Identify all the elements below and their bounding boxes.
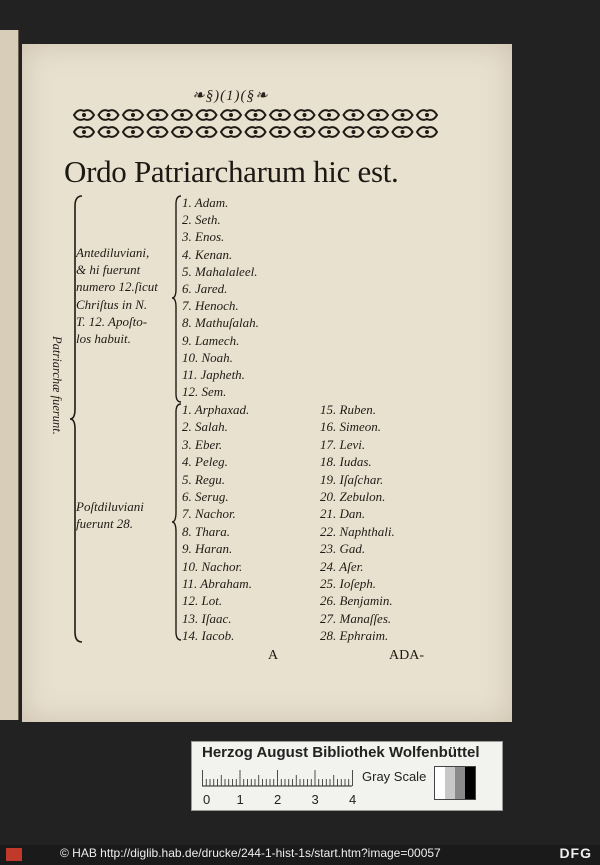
- library-name: Herzog August Bibliothek Wolfenbüttel: [202, 744, 480, 761]
- postdiluviani-item: 8. Thara.: [182, 523, 231, 539]
- ornament-unit: [74, 110, 94, 137]
- antediluviani-item: 2. Seth.: [182, 212, 221, 228]
- ornament-band: [72, 107, 440, 141]
- ornament-unit: [295, 110, 315, 137]
- ornament-unit: [148, 110, 168, 137]
- antediluviani-label-line: los habuit.: [76, 331, 131, 346]
- antediluviani-brace: [172, 194, 182, 404]
- postdiluviani-item: 12. Lot.: [182, 593, 223, 609]
- antediluviani-label-line: numero 12.ſicut: [76, 279, 158, 295]
- postdiluviani-item: 14. Iacob.: [182, 628, 235, 644]
- antediluviani-item: 10. Noah.: [182, 349, 233, 365]
- ornament-unit: [172, 110, 192, 137]
- postdiluviani-item: 11. Abraham.: [182, 576, 252, 591]
- page-header-mark: ❧§)(1)(§❧: [192, 88, 269, 104]
- postdiluviani-item: 4. Peleg.: [182, 454, 228, 470]
- gray-swatch-step: [445, 767, 455, 799]
- ornament-unit: [344, 110, 364, 137]
- postdiluviani-item: 21. Dan.: [320, 506, 366, 522]
- antediluviani-item: 7. Henoch.: [182, 298, 239, 314]
- ornament-unit: [246, 110, 266, 137]
- previous-page-edge: [0, 30, 19, 720]
- footer-url[interactable]: © HAB http://diglib.hab.de/drucke/244-1-hist-1s/start.htm?image=00057: [60, 846, 441, 860]
- postdiluviani-item: 16. Simeon.: [320, 419, 382, 435]
- ornament-unit: [123, 110, 143, 137]
- antediluviani-label-line: & hi fuerunt: [76, 262, 141, 278]
- antediluviani-label-line: Chriſtus in N.: [76, 296, 148, 312]
- postdiluviani-item: 26. Benjamin.: [320, 593, 393, 609]
- postdiluviani-item: 24. Aſer.: [320, 558, 364, 574]
- postdiluviani-item: 27. Manaſſes.: [320, 610, 392, 626]
- gray-swatch-step: [435, 767, 445, 799]
- antediluviani-item: 12. Sem.: [182, 384, 227, 400]
- antediluviani-item: 4. Kenan.: [182, 246, 233, 262]
- postdiluviani-item: 17. Levi.: [320, 436, 366, 452]
- postdiluviani-item: 1. Arphaxad.: [182, 402, 250, 417]
- gray-swatch-step: [465, 767, 475, 799]
- antediluviani-label-line: T. 12. Apoſto-: [76, 313, 148, 329]
- gray-scale-card: [191, 741, 503, 811]
- postdiluviani-label-line: fuerunt 28.: [76, 516, 134, 532]
- signature-mark: A: [268, 648, 279, 663]
- ornament-unit: [319, 110, 339, 137]
- postdiluviani-item: 9. Haran.: [182, 541, 233, 557]
- postdiluviani-item: 5. Regu.: [182, 471, 225, 487]
- footer-bar: [0, 845, 600, 865]
- antediluviani-item: 1. Adam.: [182, 195, 229, 210]
- postdiluviani-item: 23. Gad.: [320, 541, 366, 557]
- ruler-number: 0: [203, 792, 211, 807]
- postdiluviani-item: 6. Serug.: [182, 489, 229, 504]
- gray-scale-swatch: [434, 766, 476, 800]
- ornament-unit: [221, 110, 241, 137]
- antediluviani-item: 9. Lamech.: [182, 332, 240, 348]
- dfg-logo: DFG: [559, 845, 592, 861]
- ornament-unit: [99, 110, 119, 137]
- postdiluviani-item: 13. Iſaac.: [182, 610, 232, 626]
- ruler-number: 2: [274, 792, 282, 807]
- page-title: Ordo Patriarcharum hic est.: [64, 154, 399, 189]
- antediluviani-item: 3. Enos.: [182, 229, 225, 245]
- postdiluviani-item: 15. Ruben.: [320, 402, 376, 417]
- postdiluviani-brace: [172, 402, 182, 642]
- antediluviani-item: 8. Mathuſalah.: [182, 315, 259, 331]
- gray-swatch-step: [455, 767, 465, 799]
- antediluviani-item: 6. Jared.: [182, 281, 228, 296]
- postdiluviani-item: 18. Iudas.: [320, 454, 372, 470]
- ornament-unit: [368, 110, 388, 137]
- antediluviani-label-line: Antediluviani,: [76, 245, 150, 260]
- postdiluviani-item: 22. Naphthali.: [320, 523, 395, 539]
- ruler-number: 1: [236, 792, 244, 807]
- ruler-number: 3: [311, 792, 319, 807]
- vertical-patriarchae-label: Patriarchæ fuerunt.: [50, 336, 64, 435]
- book-page: [22, 44, 512, 722]
- postdiluviani-item: 7. Nachor.: [182, 506, 236, 522]
- antediluviani-item: 11. Japheth.: [182, 367, 245, 382]
- catchword: ADA-: [389, 648, 424, 663]
- postdiluviani-item: 19. Iſaſchar.: [320, 471, 384, 487]
- hab-logo-icon: [6, 848, 22, 861]
- ornament-unit: [197, 110, 217, 137]
- centimeter-ruler: [202, 766, 357, 808]
- postdiluviani-item: 25. Ioſeph.: [320, 576, 376, 591]
- postdiluviani-item: 3. Eber.: [182, 436, 223, 452]
- postdiluviani-item: 28. Ephraim.: [320, 628, 389, 644]
- ornament-unit: [393, 110, 413, 137]
- postdiluviani-item: 10. Nachor.: [182, 558, 243, 574]
- gray-scale-label: Gray Scale: [362, 769, 427, 784]
- antediluviani-item: 5. Mahalaleel.: [182, 263, 258, 279]
- postdiluviani-item: 20. Zebulon.: [320, 489, 386, 504]
- ornament-unit: [270, 110, 290, 137]
- ruler-number: 4: [349, 792, 357, 807]
- ornament-unit: [417, 110, 437, 137]
- postdiluviani-label-line: Poſtdiluviani: [76, 499, 144, 514]
- postdiluviani-item: 2. Salah.: [182, 419, 228, 435]
